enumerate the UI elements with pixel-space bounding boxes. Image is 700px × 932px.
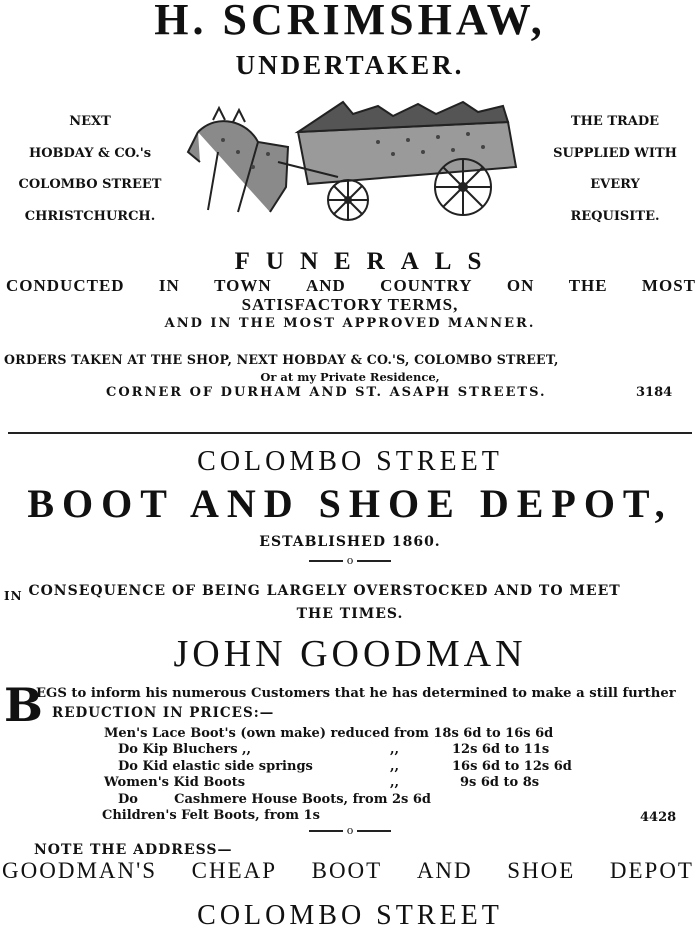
ditto-mark: ,, xyxy=(390,742,400,758)
price-item: Do Kip Bluchers ,, xyxy=(118,742,252,758)
consequence-line xyxy=(4,583,698,603)
footer-word: DEPOT xyxy=(609,858,694,883)
price-row xyxy=(0,759,700,775)
price-item: Women's Kid Boots xyxy=(104,775,246,791)
boot-shoe-depot-heading: BOOT AND SHOE DEPOT, xyxy=(27,481,673,526)
private-residence: Or at my Private Residence, xyxy=(260,370,440,384)
hearse-engraving xyxy=(178,92,528,222)
footer-word: SHOE xyxy=(507,858,576,883)
horses xyxy=(188,121,288,212)
price-item: Do Kid elastic side springs xyxy=(118,758,313,774)
orders-line: ORDERS TAKEN AT THE SHOP, NEXT HOBDAY & CO.'S, COLOMBO STREET, xyxy=(4,352,559,367)
ad-number-4428: 4428 xyxy=(640,810,677,825)
footer-street: COLOMBO STREET xyxy=(197,900,503,931)
the-times: THE TIMES. xyxy=(296,606,404,622)
word: TOWN xyxy=(214,276,272,295)
price-list xyxy=(0,726,700,824)
price-value: 9s 6d to 8s xyxy=(460,775,540,791)
begs-line-1: EGS to inform his numerous Customers that he has determined to make a still further xyxy=(36,686,676,701)
conducted-line xyxy=(6,276,696,296)
right-trade-block xyxy=(532,106,698,232)
footer-word: AND xyxy=(416,858,473,883)
footer-depot-line xyxy=(2,858,694,884)
left-address-block xyxy=(4,106,176,232)
begs-line-2: REDUCTION IN PRICES:— xyxy=(52,705,275,721)
approved-manner: AND IN THE MOST APPROVED MANNER. xyxy=(164,316,536,331)
price-value: 16s 6d to 12s 6d xyxy=(452,758,572,774)
undertaker-heading: UNDERTAKER. xyxy=(235,50,465,80)
left-line: NEXT xyxy=(69,114,111,129)
right-line: THE TRADE xyxy=(570,114,660,129)
word: COUNTRY xyxy=(380,276,473,295)
small-divider-2 xyxy=(0,824,700,837)
price-item: Do Cashmere House Boots, from 2s 6d xyxy=(118,791,432,807)
left-line: HOBDAY & CO.'s xyxy=(28,145,152,161)
price-row xyxy=(0,775,700,791)
price-row xyxy=(0,742,700,758)
consequence-text: CONSEQUENCE OF BEING LARGELY OVERSTOCKED AND TO MEET xyxy=(28,583,621,599)
word: ON xyxy=(506,276,535,295)
colombo-street-heading: COLOMBO STREET xyxy=(197,446,503,477)
right-line: SUPPLIED WITH xyxy=(553,145,677,161)
word: THE xyxy=(568,276,608,295)
footer-word: BOOT xyxy=(311,858,383,883)
note-address: NOTE THE ADDRESS— xyxy=(34,842,233,858)
in-word: IN xyxy=(4,589,23,603)
price-row xyxy=(0,808,700,824)
ditto-mark: ,, xyxy=(390,758,400,774)
ad-number-3184: 3184 xyxy=(636,385,673,400)
established-line: ESTABLISHED 1860. xyxy=(259,534,441,550)
right-line: EVERY xyxy=(590,177,640,192)
divider-mark: o xyxy=(346,824,354,837)
small-divider xyxy=(0,554,700,567)
left-line: COLOMBO STREET xyxy=(18,177,162,192)
ditto-mark: ,, xyxy=(390,775,400,791)
scrimshaw-title: H. SCRIMSHAW, xyxy=(154,0,546,44)
price-row xyxy=(0,792,700,808)
price-row xyxy=(0,726,700,742)
corner-line: CORNER OF DURHAM AND ST. ASAPH STREETS. xyxy=(106,385,547,400)
word: MOST xyxy=(641,276,696,295)
word: CONDUCTED xyxy=(6,276,125,295)
price-item: Children's Felt Boots, from 1s xyxy=(102,808,320,824)
price-item: Men's Lace Boot's (own make) reduced from 18s 6d to 16s 6d xyxy=(104,726,554,741)
satisfactory-terms: SATISFACTORY TERMS, xyxy=(241,295,459,314)
ad-divider xyxy=(8,432,692,434)
footer-word: CHEAP xyxy=(191,858,278,883)
divider-mark: o xyxy=(346,554,354,567)
word: IN xyxy=(158,276,180,295)
footer-word: GOODMAN'S xyxy=(2,858,158,883)
john-goodman-heading: JOHN GOODMAN xyxy=(173,633,527,675)
drop-cap: B xyxy=(4,678,43,732)
funerals-heading: FUNERALS xyxy=(234,248,498,275)
right-line: REQUISITE. xyxy=(570,208,660,224)
left-line: CHRISTCHURCH. xyxy=(24,208,156,224)
price-value: 12s 6d to 11s xyxy=(452,742,550,758)
word: AND xyxy=(306,276,346,295)
